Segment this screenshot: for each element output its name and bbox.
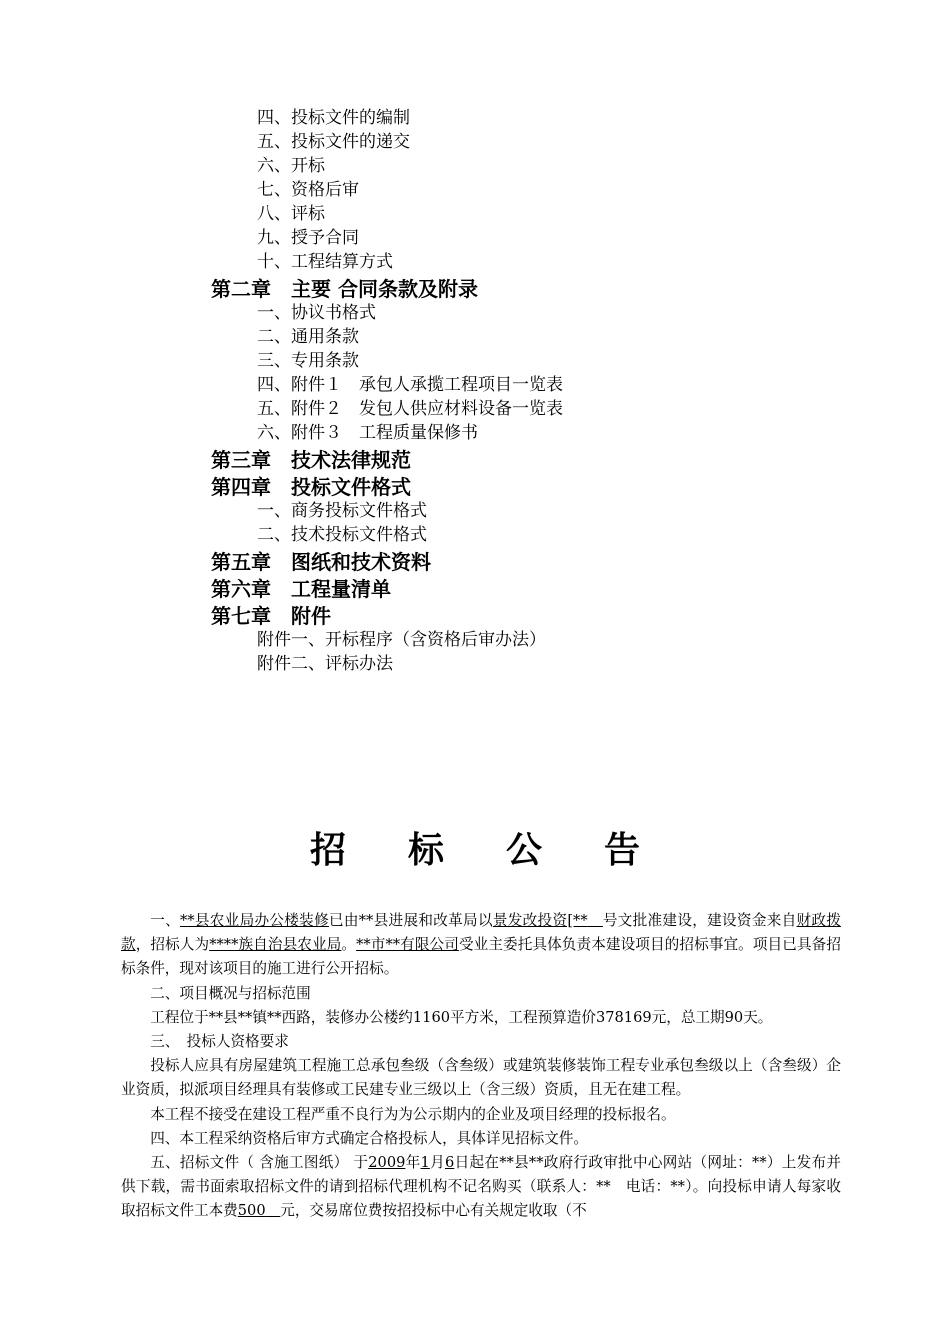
toc-subitem: 六、附件３ 工程质量保修书	[257, 423, 478, 443]
toc-subitem: 六、开标	[257, 156, 325, 176]
agent-name: **市**有限公司	[356, 936, 459, 954]
text-run: 。	[341, 936, 357, 954]
toc-subitem: 三、专用条款	[257, 351, 359, 371]
notice-title: 招标公告	[309, 830, 702, 871]
toc-subitem: 一、商务投标文件格式	[257, 501, 427, 521]
text-run: 一、	[150, 912, 180, 929]
text-run: 年	[405, 1154, 421, 1172]
paragraph-tender-documents	[121, 1151, 841, 1224]
toc-subitem: 五、投标文件的递交	[257, 132, 410, 152]
text-run: 号文批准建设，建设资金来自	[602, 912, 797, 929]
text-run: 已由**县进展和改革局以	[328, 912, 493, 929]
text-run: 五、招标文件（ 含施工图纸） 于	[150, 1154, 369, 1172]
toc-subitem: 十、工程结算方式	[257, 252, 393, 272]
toc-chapter-heading: 第五章 图纸和技术资料	[211, 550, 431, 574]
text-run: 月	[429, 1154, 445, 1172]
toc-chapter-heading: 第七章 附件	[211, 604, 331, 628]
project-name: **县农业局办公楼装修	[179, 912, 329, 929]
toc-subitem: 附件一、开标程序（含资格后审办法）	[257, 630, 546, 650]
paragraph-project-approval	[121, 909, 841, 982]
toc-subitem: 四、投标文件的编制	[257, 108, 410, 128]
fee-value: 500	[237, 1202, 266, 1220]
toc-chapter-heading: 第二章 主要 合同条款及附录	[211, 277, 478, 301]
toc-subitem: 一、协议书格式	[257, 303, 376, 323]
toc-subitem: 四、附件１ 承包人承揽工程项目一览表	[257, 375, 563, 395]
toc-chapter-heading: 第六章 工程量清单	[211, 577, 391, 601]
section-heading-qualification: 三、 投标人资格要求	[150, 1033, 289, 1051]
text-run: 元，交易席位费按招投标中心有关规定收取（不	[280, 1202, 587, 1220]
funding-source: 财政拨款	[121, 912, 841, 954]
text-run: 日起在**县**政府行政审批中心网站（网址：**）上发布并供下载，需书面索取招标文件的请到招标代理机构不记名购买（联系人：** 电话：**）。向投标申请人每家收取招标文件工本费	[121, 1154, 841, 1220]
toc-chapter-heading: 第三章 技术法律规范	[211, 448, 411, 472]
paragraph-qualification: 投标人应具有房屋建筑工程施工总承包叁级（含叁级）或建筑装修装饰工程专业承包叁级以上（含叁级）企业资质，拟派项目经理具有装修或工民建专业三级以上（含三级）资质，且无在建工程。	[121, 1057, 841, 1099]
text-run: 受业主委托具体负责本建设项目的招标事宜。项目已具备招标条件，现对该项目的施工进行公开招标。	[121, 936, 841, 978]
notice-body	[121, 909, 841, 1224]
section-heading-overview: 二、项目概况与招标范围	[150, 984, 311, 1002]
paragraph-post-review: 四、本工程采纳资格后审方式确定合格投标人，具体详见招标文件。	[150, 1129, 589, 1147]
paragraph-exclusion: 本工程不接受在建设工程严重不良行为为公示期内的企业及项目经理的投标报名。	[150, 1105, 676, 1123]
toc-subitem: 七、资格后审	[257, 180, 359, 200]
approval-doc-number: 景发改投资[**	[492, 912, 588, 929]
toc-chapter-heading: 第四章 投标文件格式	[211, 475, 411, 499]
toc-subitem: 五、附件２ 发包人供应材料设备一览表	[257, 399, 563, 419]
toc-subitem: 八、评标	[257, 204, 325, 224]
paragraph-overview: 工程位于**县**镇**西路，装修办公楼约1160平方米，工程预算造价378169元，总工期90天。	[150, 1008, 773, 1026]
year-value: 2009	[368, 1154, 406, 1172]
toc-subitem: 二、技术投标文件格式	[257, 525, 427, 545]
toc-subitem: 二、通用条款	[257, 327, 359, 347]
day-value: 6	[445, 1154, 455, 1172]
toc-subitem: 附件二、评标办法	[257, 654, 393, 674]
toc-subitem: 九、授予合同	[257, 228, 359, 248]
month-value: 1	[420, 1154, 430, 1172]
tenderer-name: ****族自治县农业局	[209, 936, 342, 954]
text-run: ，招标人为	[135, 936, 210, 954]
